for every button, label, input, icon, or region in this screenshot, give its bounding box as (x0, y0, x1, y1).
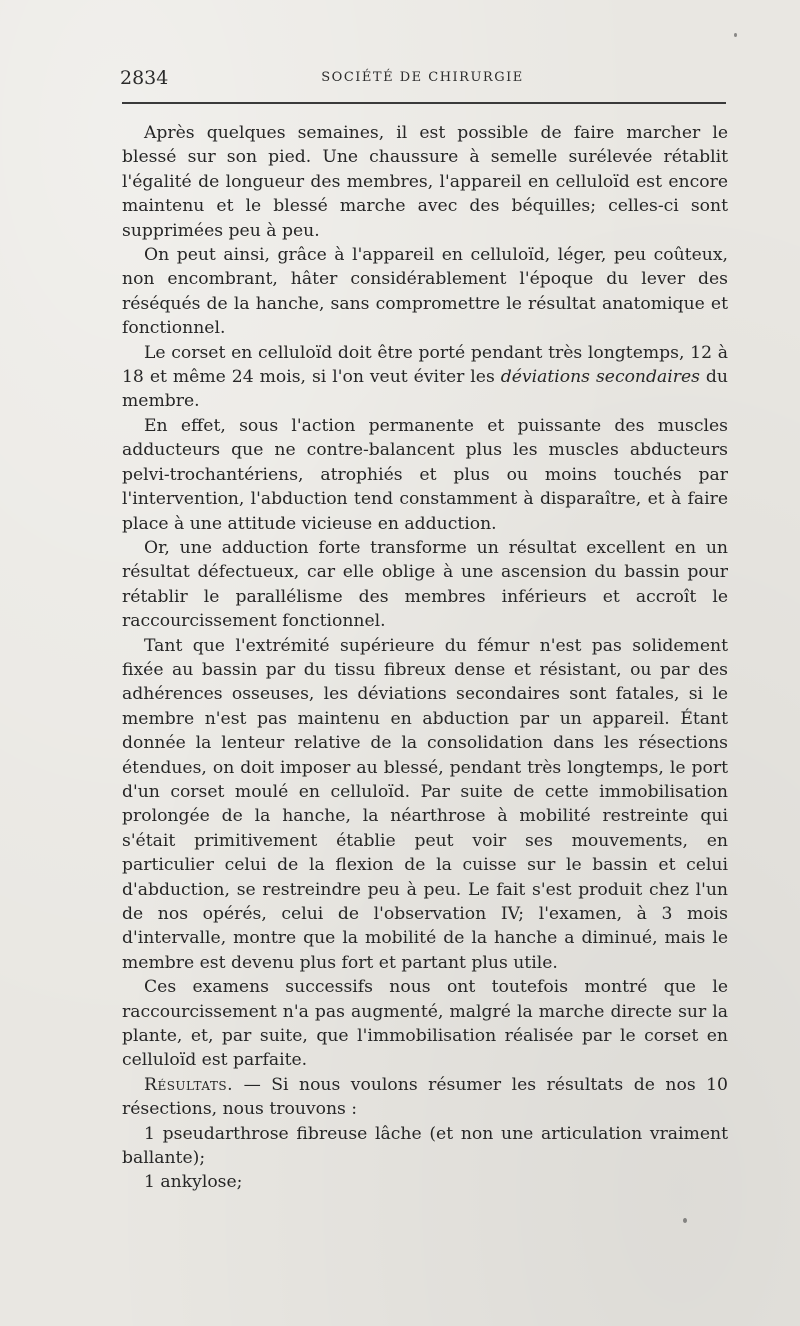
paragraph: Ces examens successifs nous ont toutefois montré que le raccourcissement n'a pas augmenté, malgré la marche directe sur la plante, et, par suite, que l'immobilisation réalisée par le corset en celluloïd est parfaite. (122, 977, 728, 1071)
paragraph: En effet, sous l'action permanente et puissante des muscles adducteurs que ne contre-balancent plus les muscles abducteurs pelvi-trochantériens, atrophiés et plus ou moins touchés par l'intervention, l'abduction tend constamment à disparaître, et à faire place à une attitude vicieuse en adduction. (122, 415, 728, 534)
paragraph (122, 341, 728, 414)
italic-term: déviations secondaires (500, 367, 700, 388)
paragraph: Or, une adduction forte transforme un résultat excellent en un résultat défectueux, car elle oblige à une ascension du bassin pour rétablir le parallélisme des membres inférieurs et accroît le raccourcissement fonctionnel. (122, 537, 728, 632)
paragraph: Tant que l'extrémité supérieure du fémur n'est pas solidement fixée au bassin par du tissu fibreux dense et résistant, ou par des adhérences osseuses, les déviations secondaires sont fatales, si le membre n'est pas maintenu en abduction par un appareil. Étant donnée la lenteur relative de la consolidation dans les résections étendues, on doit imposer au blessé, pendant très longtemps, le port d'un corset moulé en celluloïd. Par suite de cette immobilisation prolongée de la hanche, la néarthrose à mobilité restreinte qui s'était primitivement établie peut voir ses mouvements, en particulier celui de la flexion de la cuisse sur le bassin et celui d'abduction, se restreindre peu à peu. Le fait s'est produit chez l'un de nos opérés, celui de l'observation IV; l'examen, à 3 mois d'intervalle, montre que la mobilité de la hanche a diminué, mais le membre est devenu plus fort et partant plus utile. (122, 635, 728, 973)
running-head (120, 66, 725, 90)
paragraph: On peut ainsi, grâce à l'appareil en celluloïd, léger, peu coûteux, non encombrant, hâter considérablement l'époque du lever des réséqués de la hanche, sans compromettre le résultat anatomique et fonctionnel. (122, 245, 728, 339)
paragraph-text: — Si nous voulons résumer les résultats de nos 10 résections, nous trouvons : (122, 1074, 728, 1120)
paragraph: Après quelques semaines, il est possible de faire marcher le blessé sur son pied. Une chaussure à semelle surélevée rétablit l'égalité de longueur des membres, l'appareil en celluloïd est encore maintenu et le blessé marche avec des béquilles; celles-ci sont supprimées peu à peu. (122, 123, 728, 241)
header-rule (122, 102, 726, 104)
journal-title: SOCIÉTÉ DE CHIRURGIE (321, 70, 524, 85)
ink-speck (683, 1218, 687, 1223)
paragraph (122, 1073, 728, 1122)
page-number: 2834 (120, 67, 169, 89)
section-heading: Résultats. (144, 1074, 234, 1095)
ink-speck (734, 33, 737, 37)
paragraph-text: Le corset en celluloïd doit être porté pendant très longtemps, 12 à 18 et même 24 mois, si l'on veut éviter les (122, 342, 728, 388)
list-item: 1 ankylose; (144, 1172, 243, 1193)
paragraph-text: du membre. (122, 367, 728, 412)
list-item: 1 pseudarthrose fibreuse lâche (et non une articulation vraiment ballante); (122, 1123, 728, 1169)
body-text (122, 121, 728, 1195)
